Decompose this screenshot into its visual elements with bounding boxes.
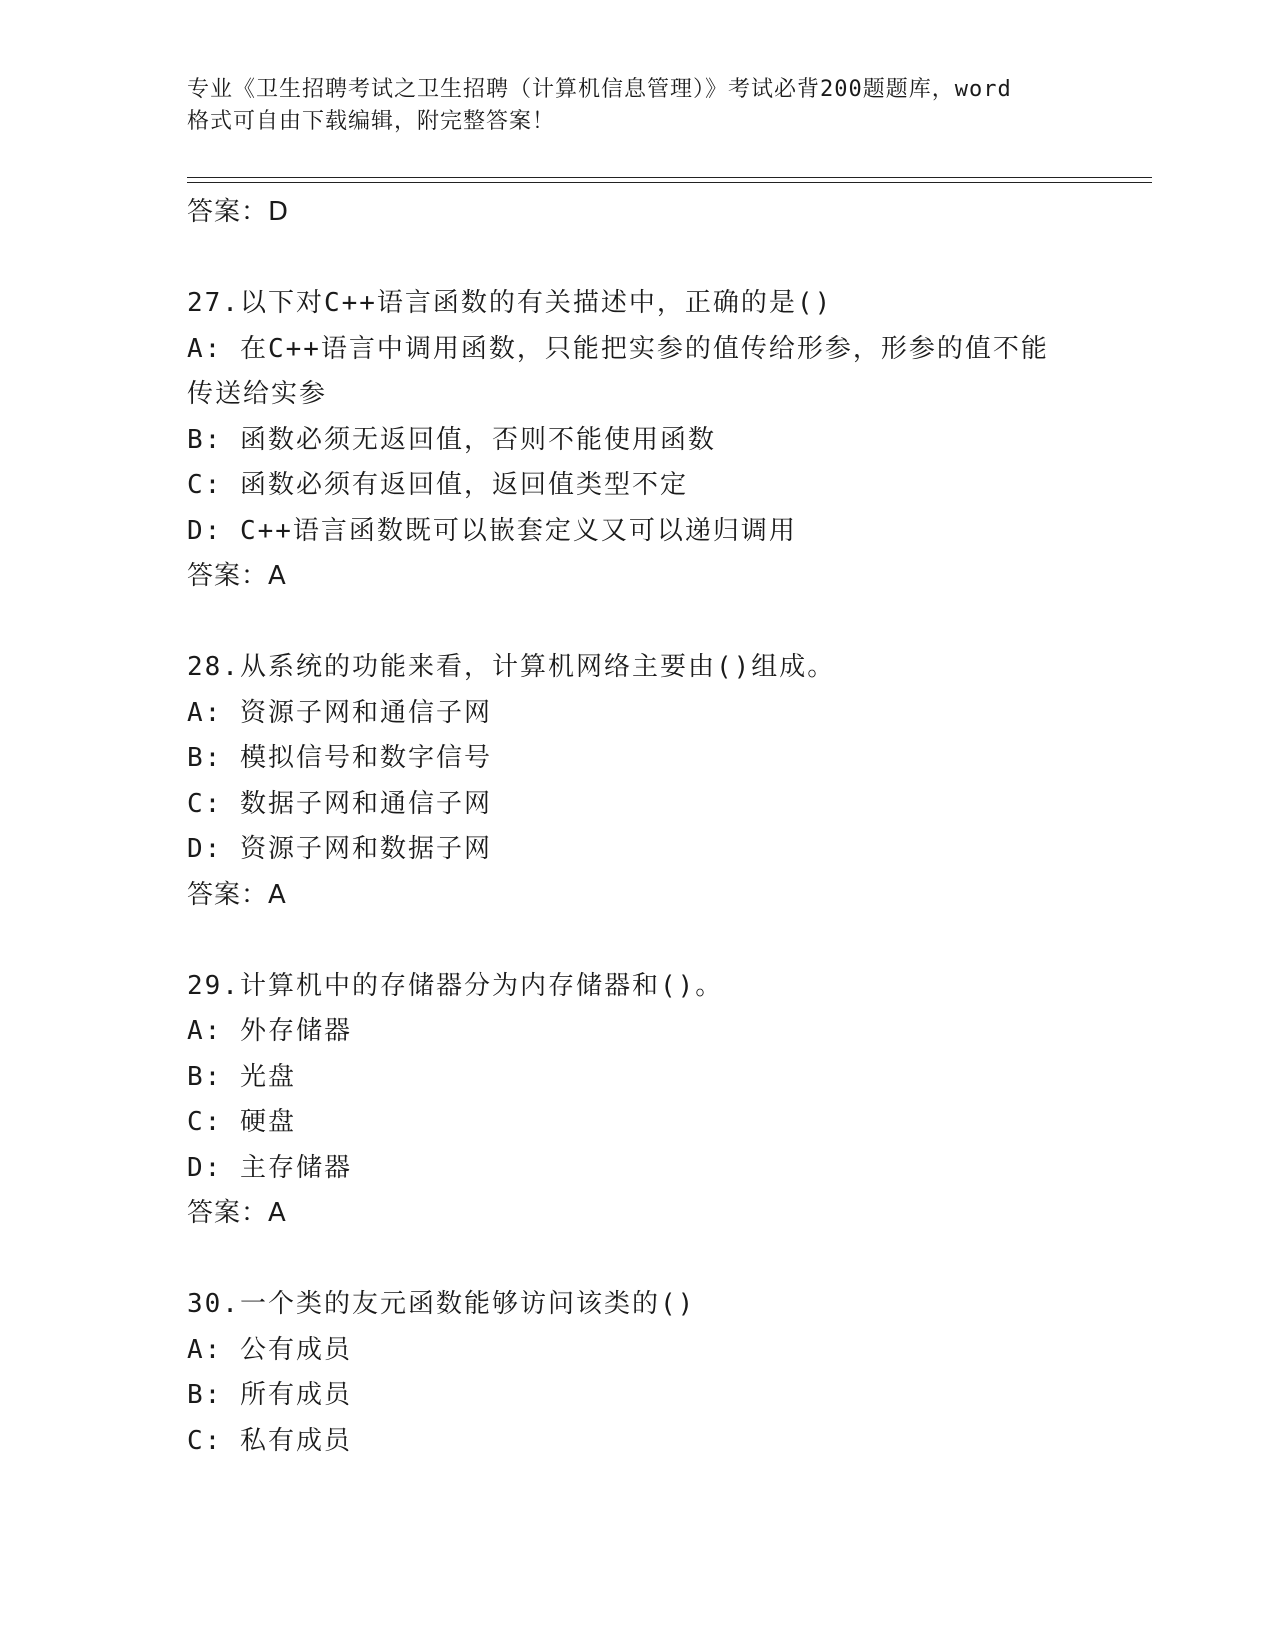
option-d: D: 资源子网和数据子网 bbox=[187, 834, 492, 864]
option-c: C: 函数必须有返回值，返回值类型不定 bbox=[187, 470, 688, 500]
option-a: A: 外存储器 bbox=[187, 1016, 352, 1046]
question-27 bbox=[187, 281, 1107, 600]
question-28 bbox=[187, 645, 1107, 918]
question-30 bbox=[187, 1282, 1107, 1464]
option-a: A: 在C++语言中调用函数，只能把实参的值传给形参，形参的值不能 bbox=[187, 333, 1049, 364]
option-b: B: 函数必须无返回值，否则不能使用函数 bbox=[187, 424, 716, 455]
question-stem: 28.从系统的功能来看，计算机网络主要由()组成。 bbox=[187, 652, 836, 682]
header-divider-bottom bbox=[187, 182, 1152, 183]
header-line-1: 专业《卫生招聘考试之卫生招聘（计算机信息管理）》考试必背200题题库，word bbox=[187, 77, 1012, 102]
previous-answer: 答案：D bbox=[187, 197, 290, 227]
spacer bbox=[187, 1237, 1107, 1283]
spacer bbox=[187, 918, 1107, 964]
header-divider-top bbox=[187, 177, 1152, 178]
answer: 答案：A bbox=[187, 1198, 287, 1228]
question-stem: 29.计算机中的存储器分为内存储器和()。 bbox=[187, 970, 724, 1001]
option-c: C: 数据子网和通信子网 bbox=[187, 788, 492, 819]
spacer bbox=[187, 236, 1107, 282]
question-list bbox=[187, 190, 1107, 1464]
option-c: C: 私有成员 bbox=[187, 1425, 352, 1456]
option-d: D: C++语言函数既可以嵌套定义又可以递归调用 bbox=[187, 515, 797, 546]
document-header bbox=[187, 74, 1087, 138]
spacer bbox=[187, 600, 1107, 646]
header-line-2: 格式可自由下载编辑，附完整答案！ bbox=[187, 109, 556, 134]
answer: 答案：A bbox=[187, 879, 287, 910]
question-stem: 30.一个类的友元函数能够访问该类的() bbox=[187, 1289, 696, 1319]
option-a: A: 公有成员 bbox=[187, 1334, 352, 1365]
answer: 答案：A bbox=[187, 561, 287, 591]
option-b: B: 模拟信号和数字信号 bbox=[187, 743, 492, 773]
option-c: C: 硬盘 bbox=[187, 1107, 296, 1137]
question-29 bbox=[187, 964, 1107, 1237]
option-b: B: 所有成员 bbox=[187, 1380, 352, 1410]
option-b: B: 光盘 bbox=[187, 1061, 296, 1092]
option-a-continued: 传送给实参 bbox=[187, 379, 328, 409]
option-d: D: 主存储器 bbox=[187, 1152, 352, 1183]
option-a: A: 资源子网和通信子网 bbox=[187, 697, 492, 728]
question-stem: 27.以下对C++语言函数的有关描述中，正确的是() bbox=[187, 288, 833, 318]
